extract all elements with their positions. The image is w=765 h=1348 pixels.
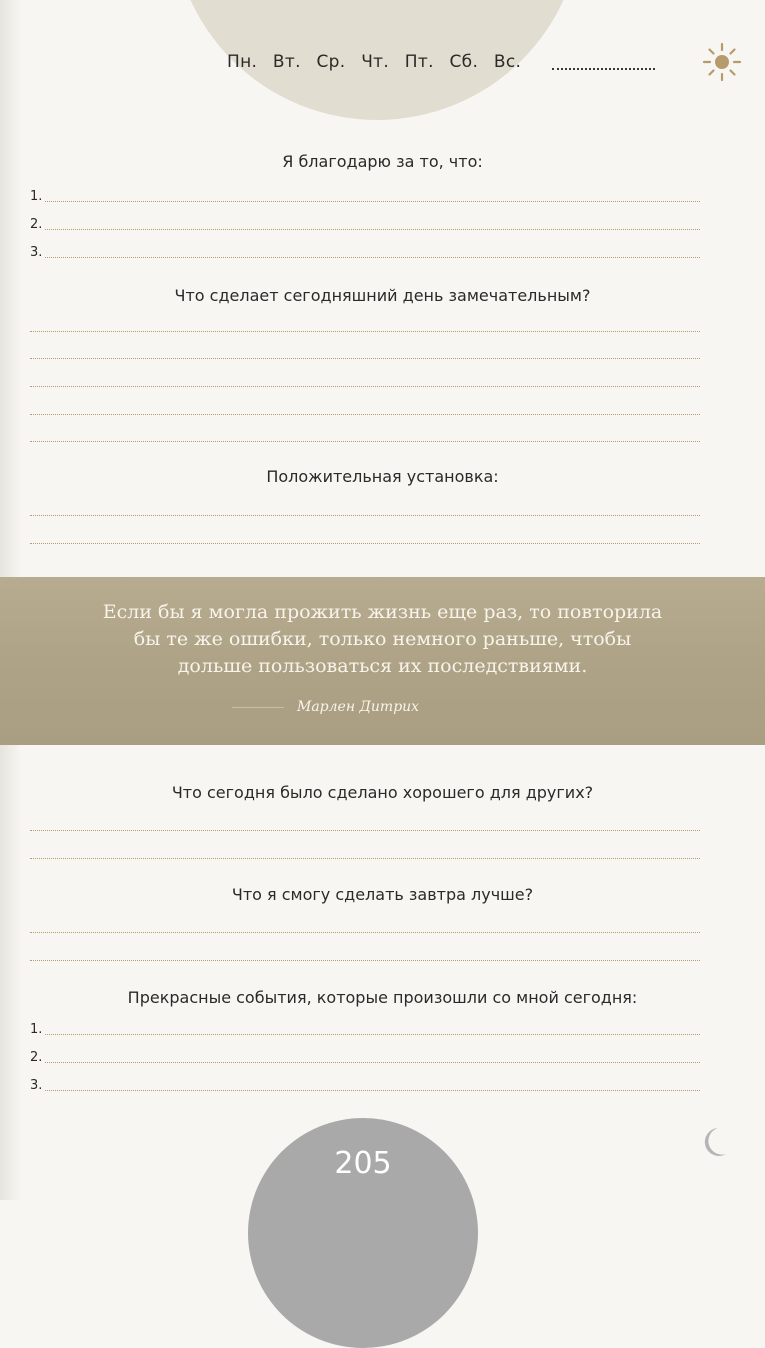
wonderful-events-line-3[interactable]: [30, 1078, 700, 1091]
line-number: 1.: [30, 1022, 43, 1037]
good-for-others-title: Что сегодня было сделано хорошего для других?: [171, 783, 594, 802]
wonderful-events-line-2[interactable]: [30, 1050, 700, 1063]
great-day-line-2[interactable]: [30, 346, 700, 359]
gratitude-line-2[interactable]: [30, 217, 700, 230]
quote-author: Марлен Дитрих: [297, 699, 420, 715]
weekday-tue[interactable]: Вт.: [272, 52, 301, 72]
quote-line: дольше пользоваться их последствиями.: [177, 655, 588, 677]
gratitude-line-3[interactable]: [30, 245, 700, 258]
weekday-wed[interactable]: Ср.: [316, 52, 346, 72]
weekday-sat[interactable]: Сб.: [449, 52, 479, 72]
great-day-line-4[interactable]: [30, 402, 700, 415]
wonderful-events-line-1[interactable]: [30, 1022, 700, 1035]
date-field[interactable]: [552, 68, 655, 70]
moon-icon: [696, 1122, 732, 1162]
affirmation-line-2[interactable]: [30, 531, 700, 544]
quote-line: Если бы я могла прожить жизнь еще раз, то повторила: [102, 601, 663, 623]
line-number: 3.: [30, 245, 43, 260]
affirmation-line-1[interactable]: [30, 503, 700, 516]
line-number: 1.: [30, 189, 43, 204]
weekday-mon[interactable]: Пн.: [227, 52, 258, 72]
page-number: 205: [334, 1146, 392, 1181]
better-tomorrow-title: Что я смогу сделать завтра лучше?: [231, 885, 534, 904]
great-day-line-1[interactable]: [30, 319, 700, 332]
great-day-title: Что сделает сегодняшний день замечательным?: [174, 286, 591, 305]
weekday-row: [227, 52, 531, 72]
line-number: 2.: [30, 1050, 43, 1065]
quote-text: [60, 599, 705, 680]
better-tomorrow-line-1[interactable]: [30, 920, 700, 933]
gratitude-line-1[interactable]: [30, 189, 700, 202]
great-day-line-5[interactable]: [30, 429, 700, 442]
quote-author-dash: [232, 707, 284, 708]
better-tomorrow-line-2[interactable]: [30, 948, 700, 961]
affirmation-title: Положительная установка:: [266, 467, 499, 486]
good-for-others-line-2[interactable]: [30, 846, 700, 859]
great-day-line-3[interactable]: [30, 374, 700, 387]
weekday-sun[interactable]: Вс.: [493, 52, 522, 72]
line-number: 3.: [30, 1078, 43, 1093]
line-number: 2.: [30, 217, 43, 232]
gratitude-title: Я благодарю за то, что:: [282, 152, 483, 171]
wonderful-events-title: Прекрасные события, которые произошли со мной сегодня:: [127, 988, 638, 1007]
quote-line: бы те же ошибки, только немного раньше, чтобы: [133, 628, 632, 650]
good-for-others-line-1[interactable]: [30, 818, 700, 831]
sun-icon: [700, 40, 744, 84]
weekday-thu[interactable]: Чт.: [361, 52, 390, 72]
weekday-fri[interactable]: Пт.: [404, 52, 434, 72]
